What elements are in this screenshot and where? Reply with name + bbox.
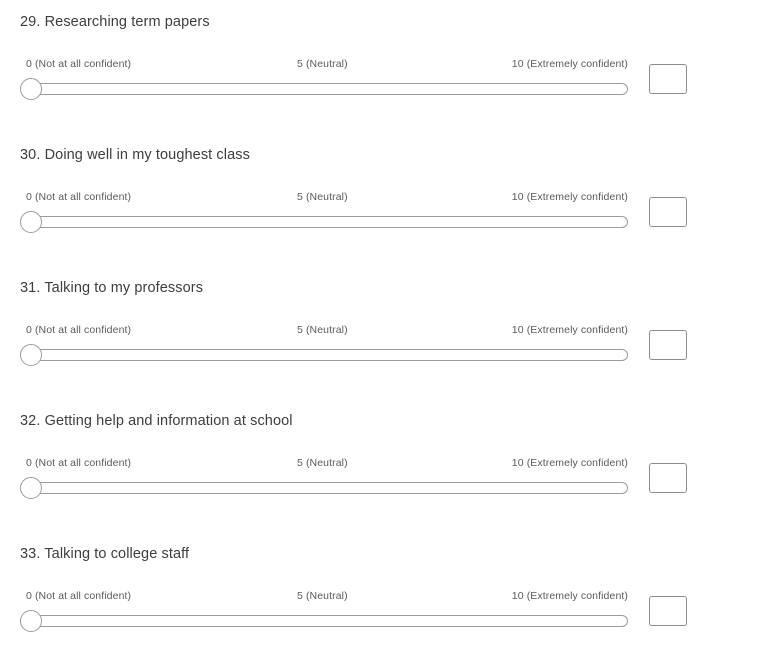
slider[interactable]	[20, 610, 630, 632]
slider-track[interactable]	[32, 615, 628, 627]
scale-label-right: 10 (Extremely confident)	[511, 324, 628, 336]
scale-label-mid: 5 (Neutral)	[297, 58, 348, 70]
scale-label-mid: 5 (Neutral)	[297, 324, 348, 336]
scale-label-left: 0 (Not at all confident)	[26, 324, 132, 336]
slider-handle[interactable]	[20, 344, 42, 366]
value-input[interactable]	[649, 197, 687, 227]
slider-track[interactable]	[32, 482, 628, 494]
slider-track[interactable]	[32, 349, 628, 361]
value-input[interactable]	[649, 463, 687, 493]
scale-label-mid: 5 (Neutral)	[297, 457, 348, 469]
scale-label-left: 0 (Not at all confident)	[26, 590, 132, 602]
scale-label-mid: 5 (Neutral)	[297, 191, 348, 203]
slider[interactable]	[20, 78, 630, 100]
slider-track[interactable]	[32, 83, 628, 95]
slider-handle[interactable]	[20, 78, 42, 100]
scale-labels	[20, 590, 628, 604]
slider[interactable]	[20, 344, 630, 366]
value-input[interactable]	[649, 64, 687, 94]
scale-label-right: 10 (Extremely confident)	[511, 58, 628, 70]
slider-handle[interactable]	[20, 610, 42, 632]
slider-track[interactable]	[32, 216, 628, 228]
scale-labels	[20, 324, 628, 338]
question-title: 31. Talking to my professors	[20, 280, 204, 296]
scale-label-right: 10 (Extremely confident)	[511, 191, 628, 203]
scale-label-right: 10 (Extremely confident)	[511, 590, 628, 602]
question-title: 30. Doing well in my toughest class	[20, 147, 250, 163]
slider-handle[interactable]	[20, 211, 42, 233]
value-input[interactable]	[649, 596, 687, 626]
scale-label-right: 10 (Extremely confident)	[511, 457, 628, 469]
scale-label-left: 0 (Not at all confident)	[26, 191, 132, 203]
question-title: 33. Talking to college staff	[20, 546, 190, 562]
slider[interactable]	[20, 211, 630, 233]
scale-labels	[20, 457, 628, 471]
scale-label-mid: 5 (Neutral)	[297, 590, 348, 602]
scale-label-left: 0 (Not at all confident)	[26, 58, 132, 70]
scale-label-left: 0 (Not at all confident)	[26, 457, 132, 469]
value-input[interactable]	[649, 330, 687, 360]
scale-labels	[20, 58, 628, 72]
question-title: 29. Researching term papers	[20, 14, 210, 30]
question-item	[0, 139, 766, 272]
question-item	[0, 538, 766, 671]
slider[interactable]	[20, 477, 630, 499]
slider-handle[interactable]	[20, 477, 42, 499]
question-item	[0, 6, 766, 139]
question-item	[0, 405, 766, 538]
scale-labels	[20, 191, 628, 205]
question-title: 32. Getting help and information at school	[20, 413, 293, 429]
question-item	[0, 272, 766, 405]
